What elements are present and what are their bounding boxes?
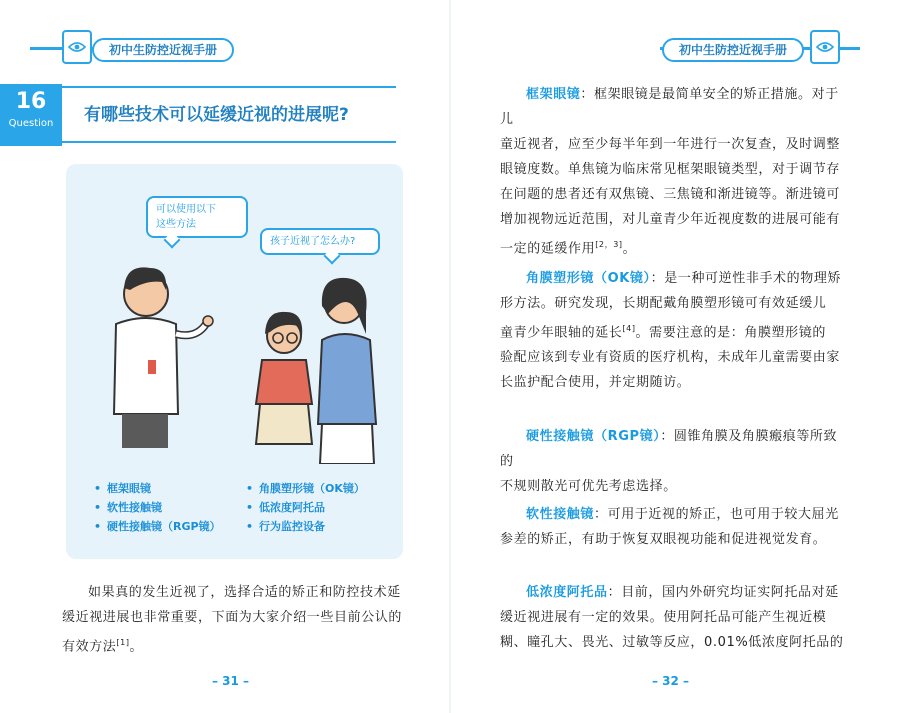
paragraph-line: 长监护配合使用，并定期随访。 [500, 375, 691, 391]
section-term: 软性接触镜 [526, 507, 595, 522]
mother-figure [318, 278, 376, 464]
paragraph-line: 一定的延缓作用 [500, 241, 596, 257]
mother-speech-line: 孩子近视了怎么办? [270, 236, 356, 247]
section-term: 框架眼镜 [526, 87, 581, 102]
section-term: 角膜塑形镜（OK镜） [526, 271, 651, 286]
question-title: 有哪些技术可以延缓近视的进展呢? [84, 105, 349, 125]
doctor-speech-line: 可以使用以下 [156, 204, 216, 215]
question-number: 16 [15, 89, 47, 114]
methods-list-right [246, 479, 365, 536]
paragraph-line: 缓近视进展也非常重要，下面为大家介绍一些目前公认的 [62, 610, 403, 625]
illustration-panel [66, 164, 403, 559]
methods-list-left [94, 479, 221, 536]
eye-book-icon [810, 30, 840, 64]
intro-paragraph: 如果真的发生近视了，选择合适的矫正和防控技术延 缓近视进展也非常重要，下面为大家介绍一些目前公认的 有效方法[1]。 [62, 580, 407, 659]
question-word: Question [8, 118, 54, 129]
child-figure [256, 312, 312, 444]
paragraph-line: 眼镜度数。单焦镜为临床常见框架眼镜类型，对于调节存 [500, 162, 841, 177]
doctor-figure [114, 267, 213, 448]
section-ok-lens [500, 266, 845, 395]
doctor-speech-line: 这些方法 [156, 219, 196, 230]
paragraph-line: ：是一种可逆性非手术的物理矫 [650, 271, 842, 286]
right-page [450, 0, 900, 713]
question-badge [0, 84, 62, 146]
section-term: 低浓度阿托品 [526, 585, 608, 600]
paragraph-line: ：圆锥角膜及角膜瘢痕等所致的 [500, 429, 838, 469]
paragraph-line: 缓近视进展有一定的效果。使用阿托品可能产生视近模 [500, 610, 827, 625]
paragraph-line: 童近视者，应至少每半年到一年进行一次复查，及时调整 [500, 137, 841, 152]
question-rule-top [62, 86, 396, 88]
paragraph-line: ：可用于近视的矫正，也可用于较大屈光 [594, 507, 839, 522]
question-rule-bottom [62, 141, 396, 143]
paragraph-line: 增加视物远近范围，对儿童青少年近视度数的进展可能有 [500, 212, 841, 227]
method-item: • 软性接触镜 [94, 498, 221, 517]
section-rgp-lens [500, 424, 845, 499]
paragraph-line: 如果真的发生近视了，选择合适的矫正和防控技术延 [88, 585, 401, 600]
book-title: 初中生防控近视手册 [662, 38, 804, 62]
section-atropine [500, 580, 845, 655]
paragraph-line: 童青少年眼轴的延长 [500, 325, 623, 341]
section-frame-glasses [500, 82, 845, 261]
paragraph-line: 糊、瞳孔大、畏光、过敏等反应，0.01%低浓度阿托品的 [500, 635, 844, 650]
page-number: – 32 – [652, 674, 690, 688]
citation: [1] [116, 638, 130, 647]
paragraph-line: 不规则散光可优先考虑选择。 [500, 479, 677, 494]
paragraph-line: 有效方法 [62, 639, 117, 655]
paragraph-line: 形方法。研究发现，长期配戴角膜塑形镜可有效延缓儿 [500, 296, 827, 311]
paragraph-line: ：目前，国内外研究均证实阿托品对延 [607, 585, 839, 600]
method-item: • 角膜塑形镜（OK镜） [246, 479, 365, 498]
section-soft-lens [500, 502, 845, 552]
section-term: 硬性接触镜（RGP镜） [526, 429, 661, 444]
paragraph-line: 在问题的患者还有双焦镜、三焦镜和渐进镜等。渐进镜可 [500, 187, 841, 202]
paragraph-tail: 。 [622, 241, 637, 257]
citation: [2，3] [595, 240, 623, 249]
paragraph-line: 参差的矫正，有助于恢复双眼视功能和促进视觉发育。 [500, 532, 827, 547]
doctor-and-family-illustration [66, 164, 403, 464]
method-item: • 行为监控设备 [246, 517, 365, 536]
citation: [4] [622, 324, 636, 333]
method-item: • 低浓度阿托品 [246, 498, 365, 517]
method-item: • 框架眼镜 [94, 479, 221, 498]
page-number: – 31 – [212, 674, 250, 688]
paragraph-line: 。需要注意的是：角膜塑形镜的 [635, 325, 826, 341]
method-item: • 硬性接触镜（RGP镜） [94, 517, 221, 536]
eye-book-icon [62, 30, 92, 64]
paragraph-line: ：框架眼镜是最简单安全的矫正措施。对于儿 [500, 87, 839, 127]
paragraph-line: 验配应该到专业有资质的医疗机构，未成年儿童需要由家 [500, 350, 841, 366]
book-title: 初中生防控近视手册 [92, 38, 234, 62]
